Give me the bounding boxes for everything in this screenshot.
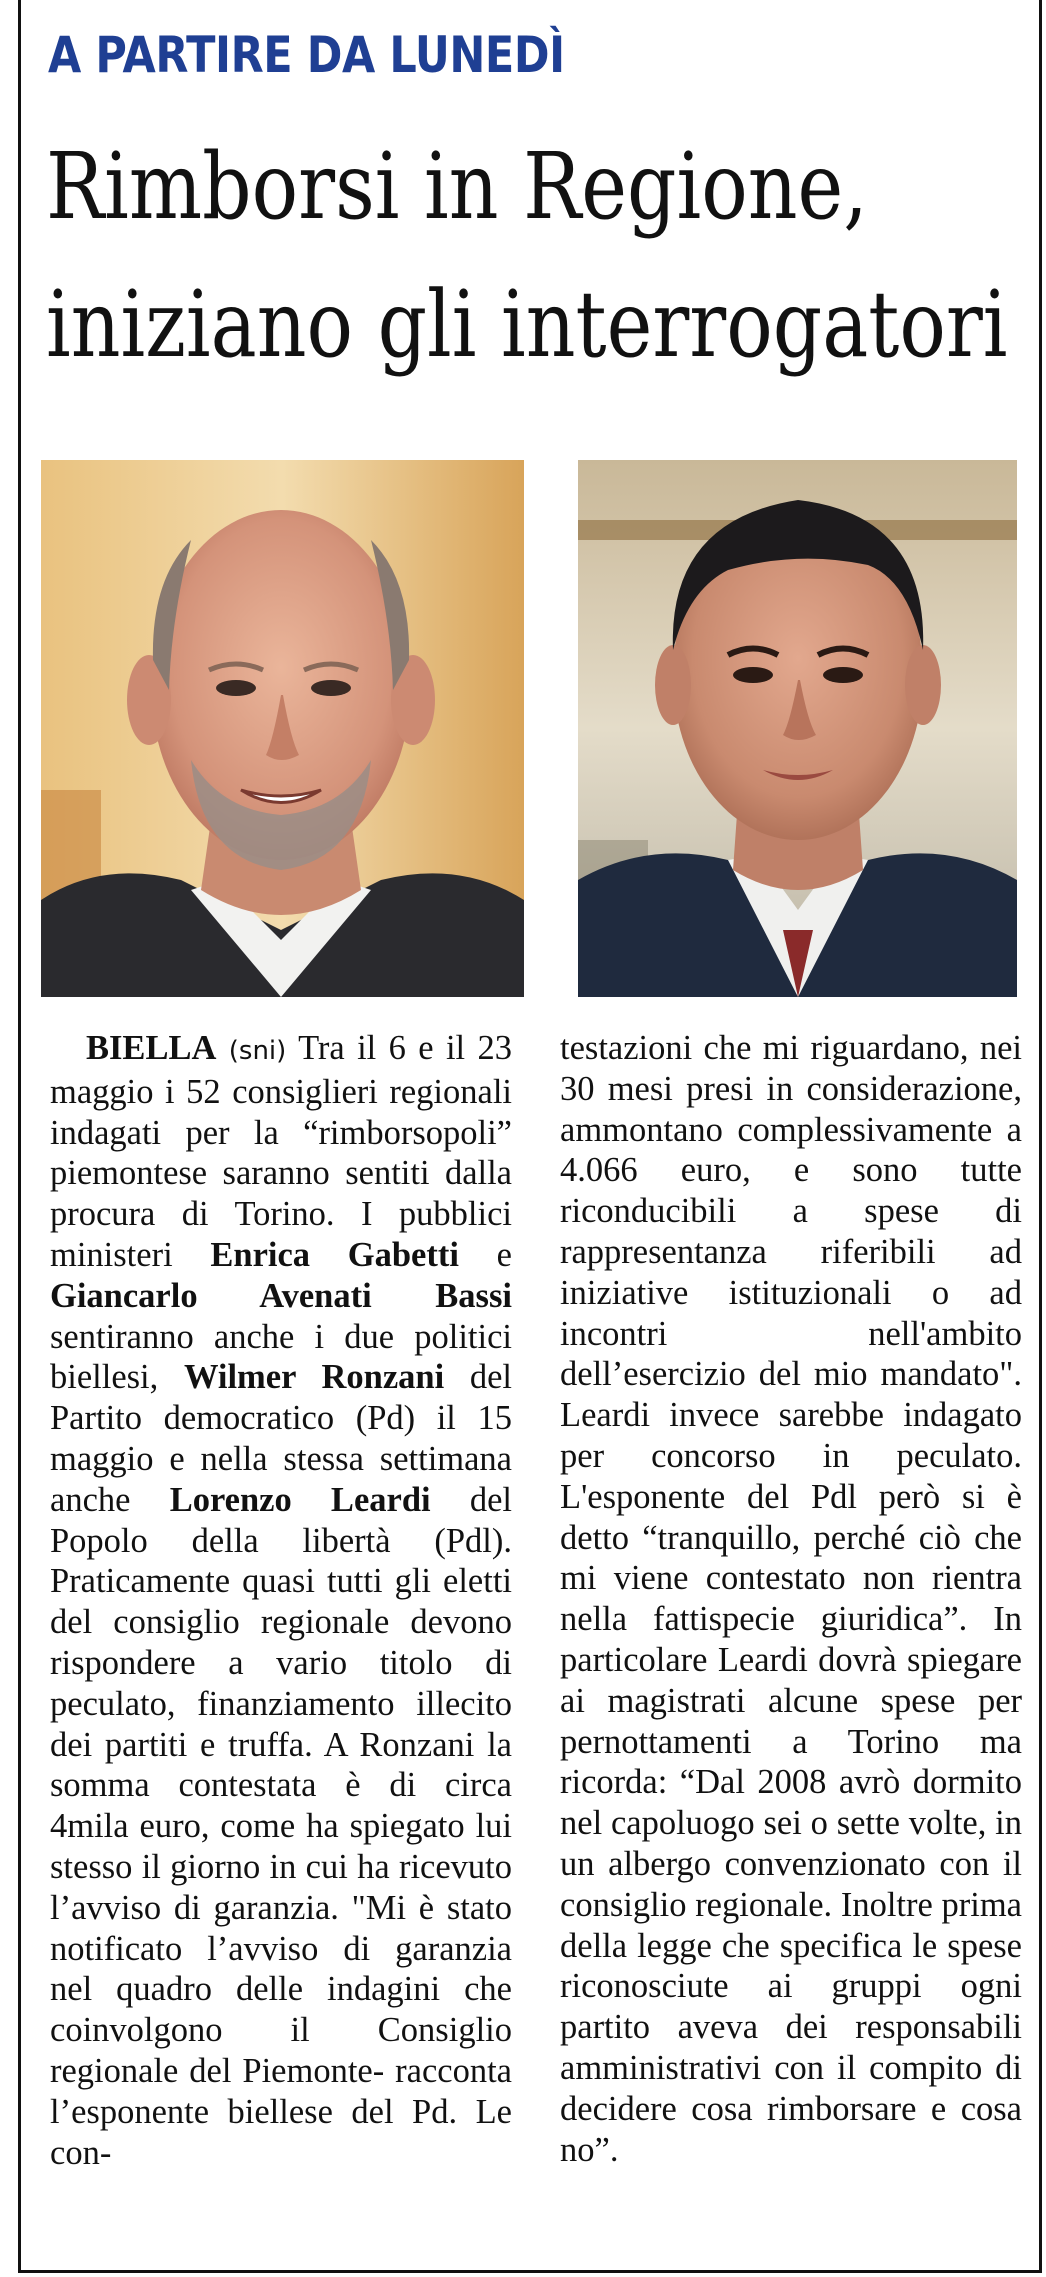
- person-name: Wilmer Ronzani: [183, 1358, 445, 1397]
- article-headline: [46, 118, 1008, 394]
- body-paragraph: [50, 1028, 512, 2173]
- body-text-segment: e: [496, 1235, 512, 1274]
- headline-line-2: iniziano gli interrogatori: [46, 271, 1008, 378]
- article-body-column-2: [560, 1028, 1022, 2170]
- person-name: Enrica Gabetti: [210, 1235, 459, 1274]
- article-body-column-1: [50, 1028, 512, 2173]
- dateline: BIELLA: [86, 1029, 217, 1067]
- portrait-photo-left: [41, 460, 524, 997]
- body-paragraph-continued: testazioni che mi riguardano, nei 30 mesi presi in considerazione, ammontano complessivamente a 4.066 euro, e sono tutte riconducibili a spese di rappresentanza riferibili ad iniziative istituzionali o ad incontri nell'ambito dell’esercizio del mio mandato". Leardi invece sarebbe indagato per concorso in peculato. L'esponente del Pdl però si è detto “tranquillo, perché ciò che mi viene contestato non rientra nella fattispecie giuridica”. In particolare Leardi dovrà spiegare ai magistrati alcune spese per pernottamenti a Torino ma ricorda: “Dal 2008 avrò dormito nel capoluogo sei o sette volte, in un albergo convenzionato con il consiglio regionale. Inoltre prima della legge che specifica le spese riconosciute ai gruppi ogni partito aveva dei responsabili amministrativi con il compito di decidere cosa rimborsare e cosa no”.: [560, 1029, 1022, 2169]
- byline: (sni): [228, 1036, 287, 1066]
- portrait-photo-right: [578, 460, 1017, 997]
- body-text-segment: del Popolo della libertà (Pdl). Praticamente quasi tutti gli eletti del consiglio regionale devono rispondere a vario titolo di peculato, finanziamento illecito dei partiti e truffa. A Ronzani la somma contestata è di circa 4mila euro, come ha spiegato lui stesso il giorno in cui ha ricevuto l’avviso di garanzia. "Mi è stato notificato l’avviso di garanzia nel quadro delle indagini che coinvolgono il Consiglio regionale del Piemonte- racconta l’esponente biellese del Pd. Le con-: [50, 1480, 512, 2172]
- body-text-segment: sentiranno anche i due politici biellesi,: [50, 1317, 512, 1397]
- article-kicker: A PARTIRE DA LUNEDÌ: [48, 26, 565, 84]
- headline-line-1: Rimborsi in Regione,: [46, 133, 868, 240]
- portrait-left-image: [41, 460, 524, 997]
- body-text-segment: Tra il 6 e il 23 maggio i 52 consiglieri regionali indagati per la “rimborsopoli” piemontese saranno sentiti dalla procura di Torino. I pubblici ministeri: [50, 1029, 512, 1274]
- person-name: Lorenzo Leardi: [169, 1480, 431, 1519]
- body-text-segment: del Partito democratico (Pd) il 15 maggio e nella stessa settimana anche: [50, 1358, 513, 1519]
- portrait-right-image: [578, 460, 1017, 997]
- person-name: Giancarlo Avenati Bassi: [50, 1276, 512, 1315]
